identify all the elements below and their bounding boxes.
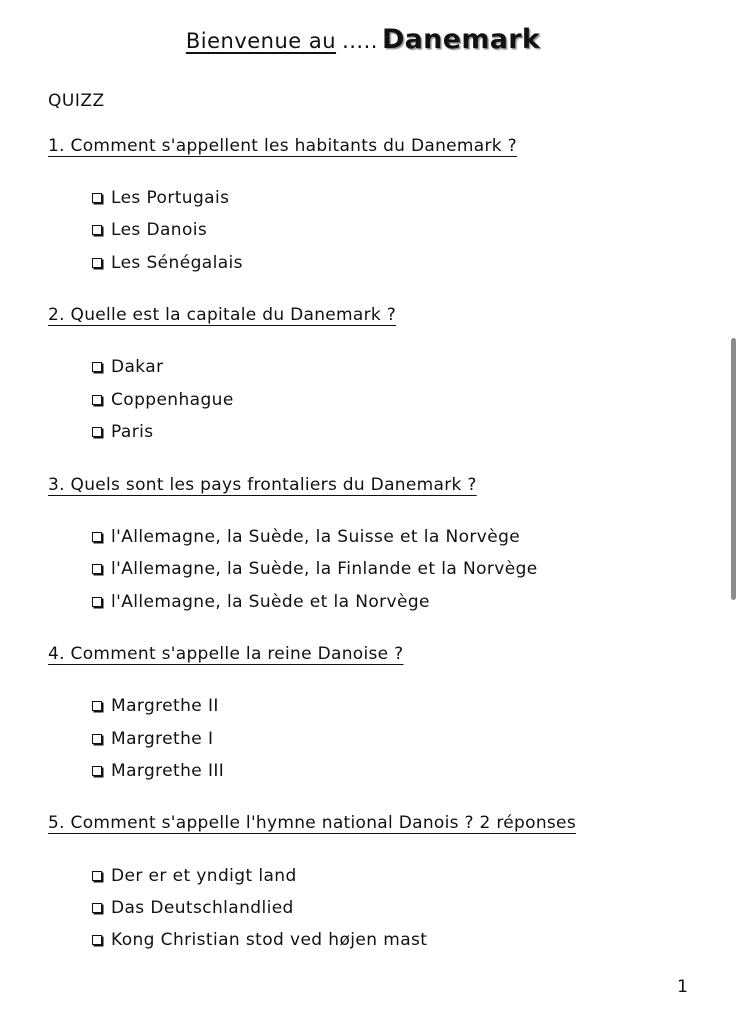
option-2-3[interactable]: [92, 422, 153, 442]
option-5-3[interactable]: [92, 930, 427, 950]
option-3-2[interactable]: [92, 559, 538, 579]
option-label: Das Deutschlandlied: [111, 898, 294, 918]
option-label: Margrethe I: [111, 729, 214, 749]
checkbox-icon[interactable]: [92, 701, 102, 711]
option-1-1[interactable]: [92, 188, 229, 208]
title-lead: Bienvenue au: [185, 29, 337, 53]
checkbox-icon[interactable]: [92, 564, 102, 574]
option-5-2[interactable]: [92, 898, 294, 918]
checkbox-icon[interactable]: [92, 871, 102, 881]
option-3-1[interactable]: [92, 527, 520, 547]
checkbox-icon[interactable]: [92, 734, 102, 744]
option-2-2[interactable]: [92, 390, 234, 410]
checkbox-icon[interactable]: [92, 225, 102, 235]
option-label: l'Allemagne, la Suède et la Norvège: [111, 592, 430, 612]
option-label: Les Sénégalais: [111, 253, 243, 273]
option-2-1[interactable]: [92, 357, 163, 377]
option-label: Les Danois: [111, 220, 208, 240]
option-label: l'Allemagne, la Suède, la Finlande et la Norvège: [111, 559, 538, 579]
question-4: 4. Comment s'appelle la reine Danoise ?: [48, 644, 404, 664]
option-label: Margrethe III: [111, 761, 225, 781]
scrollbar-thumb[interactable]: [731, 338, 736, 600]
page-title: [0, 24, 726, 55]
option-label: Paris: [111, 422, 154, 442]
option-label: Der er et yndigt land: [111, 866, 297, 886]
option-label: Coppenhague: [111, 390, 234, 410]
option-1-3[interactable]: [92, 253, 243, 273]
checkbox-icon[interactable]: [92, 532, 102, 542]
checkbox-icon[interactable]: [92, 427, 102, 437]
option-3-3[interactable]: [92, 592, 430, 612]
question-3: 3. Quels sont les pays frontaliers du Danemark ?: [48, 475, 477, 495]
title-country: Danemark: [381, 24, 541, 55]
question-2: 2. Quelle est la capitale du Danemark ?: [48, 305, 397, 325]
checkbox-icon[interactable]: [92, 935, 102, 945]
option-5-1[interactable]: [92, 866, 297, 886]
checkbox-icon[interactable]: [92, 903, 102, 913]
option-label: Margrethe II: [111, 696, 219, 716]
checkbox-icon[interactable]: [92, 193, 102, 203]
checkbox-icon[interactable]: [92, 597, 102, 607]
checkbox-icon[interactable]: [92, 362, 102, 372]
option-4-1[interactable]: [92, 696, 219, 716]
option-4-3[interactable]: [92, 761, 224, 781]
option-4-2[interactable]: [92, 729, 213, 749]
scrollbar-track[interactable]: [726, 0, 740, 1024]
option-label: Les Portugais: [111, 188, 230, 208]
question-1: 1. Comment s'appellent les habitants du Danemark ?: [48, 136, 517, 156]
section-label: QUIZZ: [48, 91, 105, 111]
option-label: Dakar: [111, 357, 164, 377]
option-label: Kong Christian stod ved højen mast: [111, 930, 428, 950]
checkbox-icon[interactable]: [92, 766, 102, 776]
option-label: l'Allemagne, la Suède, la Suisse et la Norvège: [111, 527, 521, 547]
checkbox-icon[interactable]: [92, 395, 102, 405]
title-dots: .....: [342, 29, 378, 53]
question-5: 5. Comment s'appelle l'hymne national Danois ? 2 réponses: [48, 813, 576, 833]
checkbox-icon[interactable]: [92, 258, 102, 268]
option-1-2[interactable]: [92, 220, 207, 240]
page-number: 1: [677, 977, 688, 997]
